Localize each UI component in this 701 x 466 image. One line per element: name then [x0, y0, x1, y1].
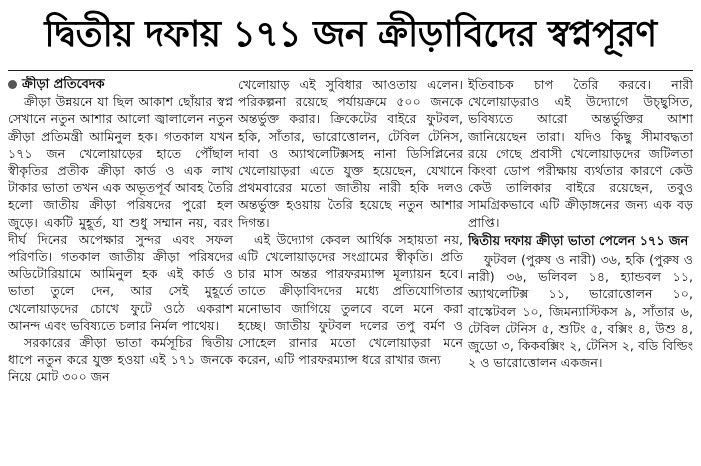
column-3	[468, 76, 693, 462]
byline	[8, 76, 233, 93]
subheading: দ্বিতীয় দফায় ক্রীড়া ভাতা পেলেন ১৭১ জন	[468, 233, 689, 249]
paragraph: সরকারের ক্রীড়া ভাতা কর্মসূচির দ্বিতীয় ধাপে নতুন করে যুক্ত হওয়া এই ১৭১ জনকে নিয়ে মোট ৩০০ জন	[8, 335, 233, 385]
byline-text: ক্রীড়া প্রতিবেদক	[22, 77, 105, 92]
paragraph: ইতিবাচক চাপ তৈরি করবে। নারী খেলোয়াড়রাও এই উদ্যোগে উচ্ছ্বসিত, ভবিষ্যতে আরো অন্তর্ভুক্তির আশা জানিয়েছেন তারা। যদিও কিছু সীমাবদ্ধতা রয়ে গেছে প্রবাসী খেলোয়াড়দের জটিলতা কিংবা ডোপ পরীক্ষায় ব্যর্থতার কারণে কেউ কেউ তালিকার বাইরে রয়েছেন, তবুও সামগ্রিকভাবে এটি ক্রীড়াঙ্গনের জন্য এক বড় প্রাপ্তি।	[468, 77, 693, 230]
article-body	[8, 76, 693, 462]
headline: দ্বিতীয় দফায় ১৭১ জন ক্রীড়াবিদের স্বপ্নপূরণ	[44, 14, 657, 55]
bullet-icon	[8, 80, 17, 89]
paragraph: খেলোয়াড় এই সুবিধার আওতায় এলেন। পরিকল্পনা রয়েছে পর্যায়ক্রমে ৫০০ জনকে অন্তর্ভুক্ত করার। ক্রিকেটের বাইরে ফুটবল, হকি, সাঁতার, ভারোত্তোলন, টেবিল টেনিস, দাবা ও অ্যাথলেটিক্সসহ নানা ডিসিপ্লিনের খেলোয়াড়রা এতে যুক্ত হয়েছেন, যেখানে প্রথমবারের মতো জাতীয় নারী হকি দলও অন্তর্ভুক্ত হওয়ায় তৈরি হয়েছে নতুন আশার দিগন্ত।	[238, 77, 463, 230]
paragraph: ক্রীড়া উন্নয়নে যা ছিল আকাশ ছোঁয়ার স্বপ্ন সেখানে নতুন আশার আলো জ্বালালেন নতুন ক্রীড়া প্রতিমন্ত্রী আমিনুল হক। গতকাল যখন ১৭১ জন খেলোয়াড়ের হাতে পৌঁছাল স্বীকৃতির প্রতীক ক্রীড়া কার্ড ও এক লাখ টাকার ভাতা তখন এক অভূতপূর্ব আবহ তৈরি হলো জাতীয় ক্রীড়া পরিষদের পুরো হল জুড়ে। একটি মুহূর্ত, যা শুধু সম্মান নয়, বরং দীর্ঘ দিনের অপেক্ষার সুন্দর এবং সফল পরিণতি। গতকাল জাতীয় ক্রীড়া পরিষদের অডিটোরিয়ামে আমিনুল হক এই কার্ড ও ভাতা তুলে দেন, আর সেই মুহূর্তে খেলোয়াড়দের চোখে ফুটে ওঠে একরাশ আনন্দ এবং ভবিষ্যতে চলার নির্মল পাথেয়।	[8, 94, 233, 333]
column-2	[238, 76, 463, 462]
column-1	[8, 76, 233, 462]
paragraph: এই উদ্যোগ কেবল আর্থিক সহায়তা নয়, এটি খেলোয়াড়দের সংগ্রামের স্বীকৃতি। প্রতি চার মাস অন্তর পারফরম্যান্স মূল্যায়ন হবে। তাতে ক্রীড়াবিদদের মধ্যে প্রতিযোগিতার মনোভাব জাগিয়ে তুলবে বলে মনে করা হচ্ছে। জাতীয় ফুটবল দলের তপু বর্মণ ও সোহেল রানার মতো খেলোয়াড়রা মনে করেন, এটি পারফরম্যান্স ধরে রাখার জন্য	[238, 231, 463, 368]
paragraph: ফুটবল (পুরুষ ও নারী) ৩৬, হকি (পুরুষ ও নারী) ৩৬, ভলিবল ১৪, হ্যান্ডবল ১১, অ্যাথলেটিক্স ১১, ভারোত্তোলন ১০, বাস্কেটবল ১০, জিমন্যাস্টিকস ৯, সাঁতার ৬, টেবিল টেনিস ৫, শুটিং ৫, বক্সিং ৪, উশু ৪, জুডো ৩, কিকবক্সিং ২, টেনিস ২, বডি বিল্ডিং ২ ও ভারোত্তোলন একজন।	[468, 252, 693, 371]
headline-rule	[8, 70, 693, 71]
